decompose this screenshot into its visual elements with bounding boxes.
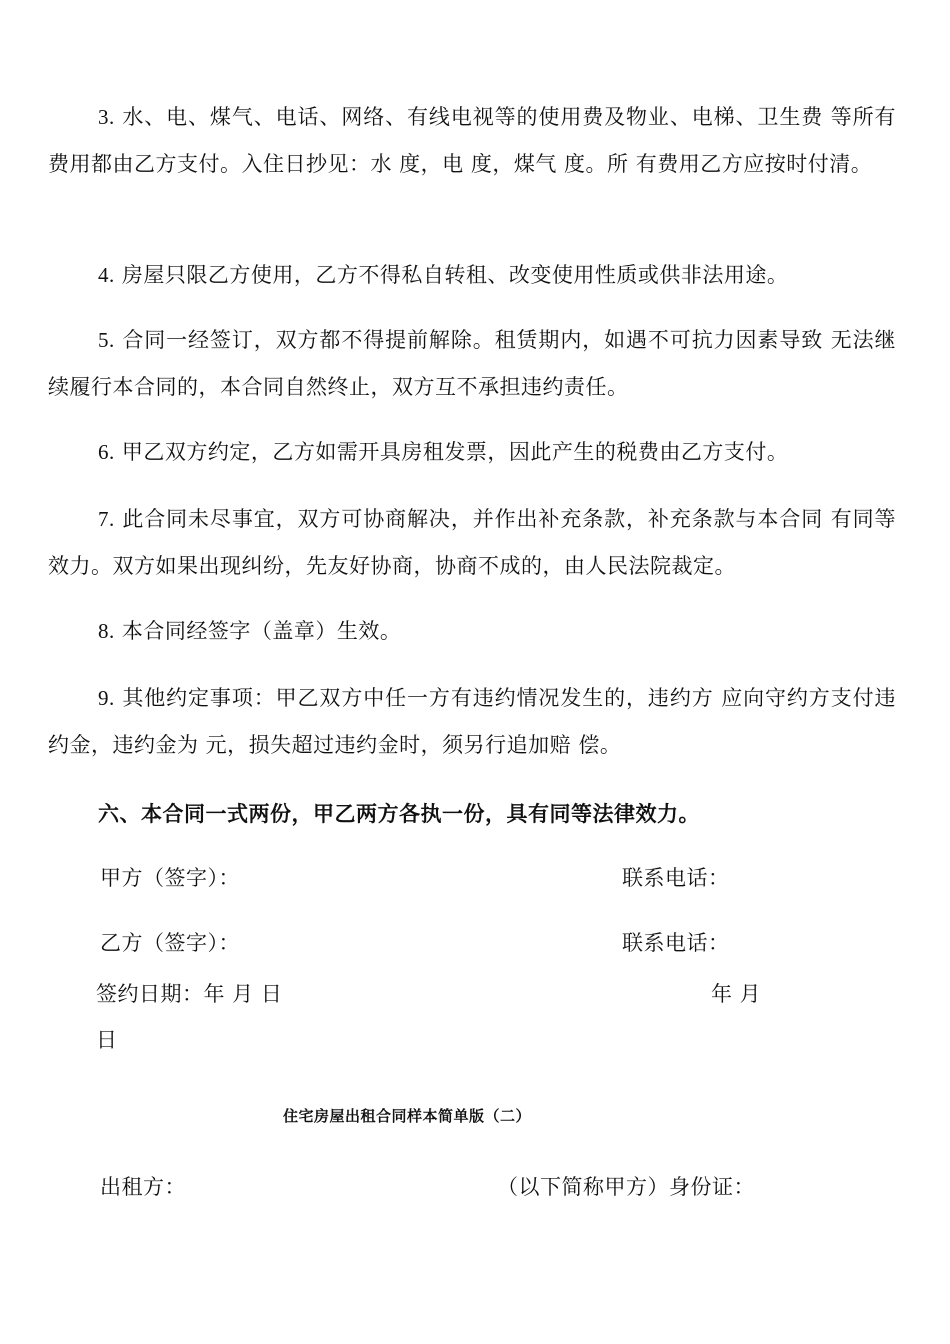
clause-number: 8.	[98, 619, 115, 643]
clause-text: 本合同经签字（盖章）生效。	[114, 619, 402, 643]
lessor-id-label: （以下简称甲方）身份证：	[497, 1175, 755, 1199]
clause-number: 3.	[98, 105, 115, 129]
clause-number: 9.	[98, 686, 115, 710]
clause-8	[48, 608, 896, 655]
clause-text: 甲乙双方约定，乙方如需开具房租发票，因此产生的税费由乙方支付。	[114, 440, 789, 464]
clause-number: 4.	[98, 263, 115, 287]
clause-text: 房屋只限乙方使用，乙方不得私自转租、改变使用性质或供非法用途。	[114, 263, 789, 287]
clause-3	[48, 94, 896, 188]
clause-text: 此合同未尽事宜，双方可协商解决，并作出补充条款，补充条款与本合同 有同等效力。双方如果出现纠纷，先友好协商，协商不成的，由人民法院裁定。	[48, 507, 896, 578]
clause-7	[48, 496, 896, 590]
clause-text: 合同一经签订，双方都不得提前解除。租赁期内，如遇不可抗力因素导致 无法继续履行本合同的，本合同自然终止，双方互不承担违约责任。	[48, 328, 896, 399]
clause-number: 6.	[98, 440, 115, 464]
clause-9	[48, 675, 896, 769]
clause-text: 其他约定事项：甲乙双方中任一方有违约情况发生的，违约方 应向守约方支付违约金，违约金为 元，损失超过违约金时，须另行追加赔 偿。	[48, 686, 896, 757]
clause-4	[48, 252, 896, 299]
date-day-label: 日	[96, 1028, 118, 1052]
sign-date-label: 签约日期：年 月 日	[96, 982, 283, 1006]
party-b-phone-label: 联系电话：	[622, 931, 730, 955]
contract-subtitle: 住宅房屋出租合同样本简单版（二）	[283, 1107, 532, 1125]
party-a-signature-label: 甲方（签字）：	[100, 866, 240, 890]
section-six-heading: 六、本合同一式两份，甲乙两方各执一份，具有同等法律效力。	[98, 801, 700, 826]
party-b-signature-label: 乙方（签字）：	[100, 931, 240, 955]
party-a-phone-label: 联系电话：	[622, 866, 730, 890]
clause-6	[48, 429, 896, 476]
clause-5	[48, 317, 896, 411]
clause-number: 7.	[98, 507, 115, 531]
date-right-label: 年 月	[711, 982, 762, 1006]
clause-number: 5.	[98, 328, 115, 352]
clause-text: 水、电、煤气、电话、网络、有线电视等的使用费及物业、电梯、卫生费 等所有费用都由乙方支付。入住日抄见：水 度，电 度，煤气 度。所 有费用乙方应按时付清。	[48, 105, 896, 176]
lessor-label: 出租方：	[100, 1175, 186, 1199]
